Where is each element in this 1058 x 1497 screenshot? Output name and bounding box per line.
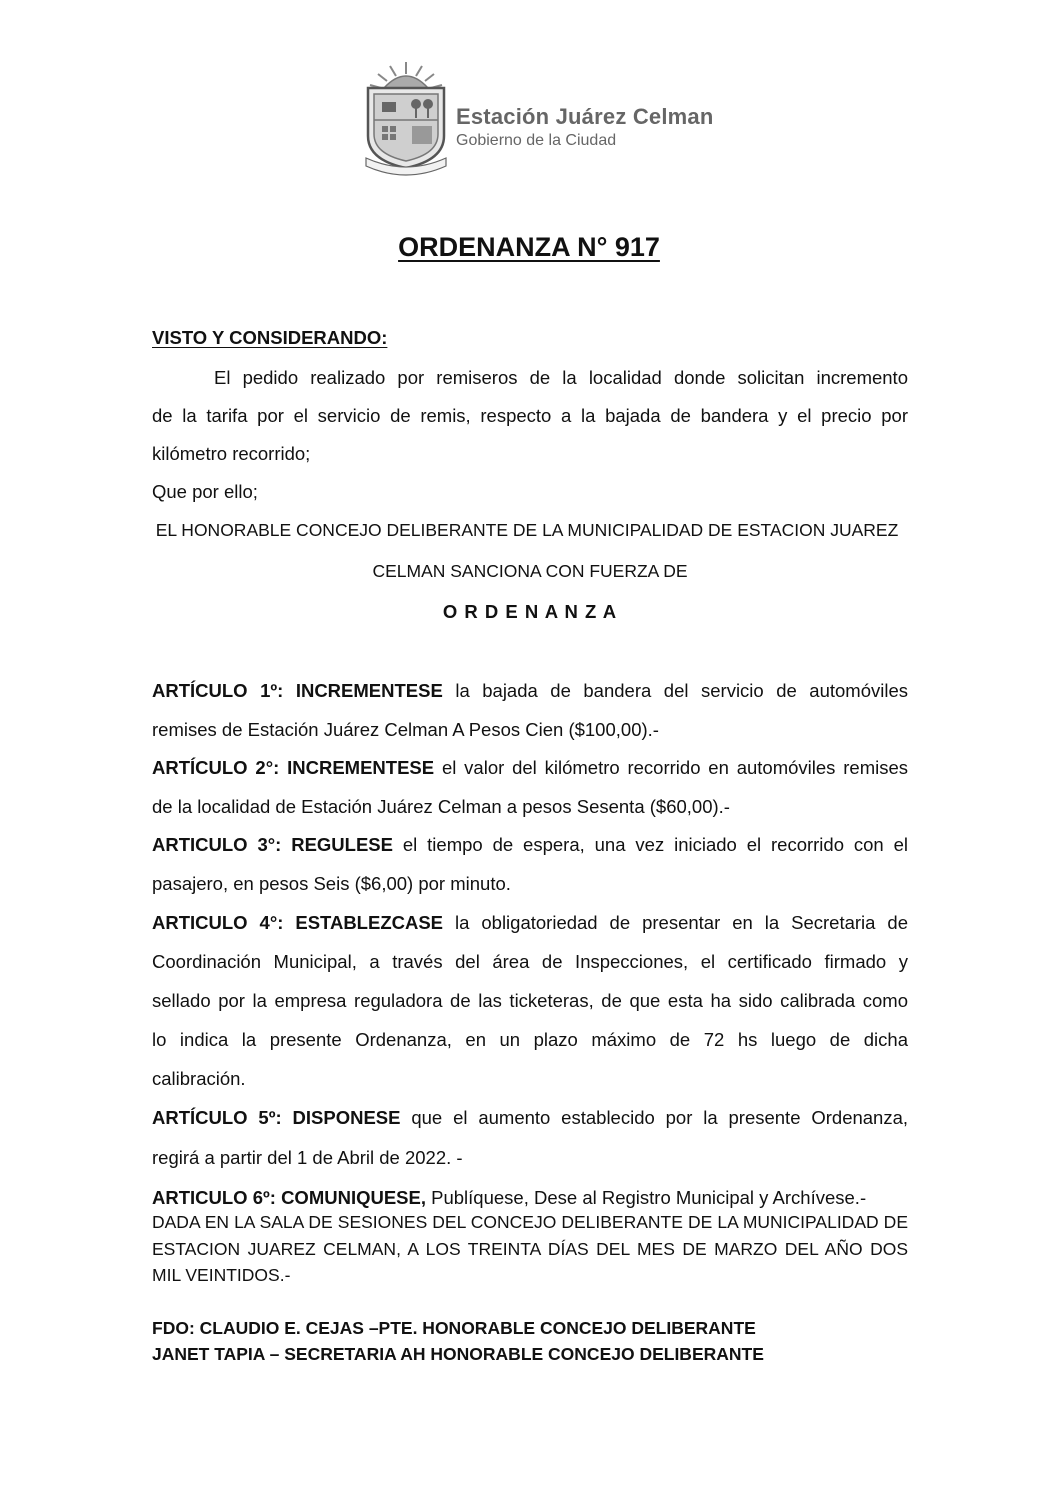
- article-1-line-2: remises de Estación Juárez Celman A Pesos Cien ($100,00).-: [152, 719, 659, 740]
- article-4-line-2: Coordinación Municipal, a través del área de Inspecciones, el certificado firmado y: [152, 951, 908, 972]
- article-6-label: ARTICULO 6º:: [152, 1187, 276, 1208]
- article-5-text: que el aumento establecido por la presente Ordenanza,: [411, 1107, 909, 1128]
- dada-line-1: DADA EN LA SALA DE SESIONES DEL CONCEJO DELIBERANTE DE LA MUNICIPALIDAD DE: [152, 1212, 908, 1232]
- article-4-verb: ESTABLEZCASE: [295, 912, 444, 933]
- brand-block: [456, 104, 714, 151]
- article-3-text: el tiempo de espera, una vez iniciado el recorrido con el: [402, 834, 908, 855]
- article-3-line-2: pasajero, en pesos Seis ($6,00) por minuto.: [152, 873, 511, 894]
- article-3-line-1: [152, 834, 908, 856]
- article-4-text: la obligatoriedad de presentar en la Secretaria de: [455, 912, 908, 933]
- visto-line-2: de la tarifa por el servicio de remis, respecto a la bajada de bandera y el precio por: [152, 405, 908, 426]
- article-3-label: ARTICULO 3°:: [152, 834, 282, 855]
- article-6-line-1: [152, 1187, 908, 1209]
- dada-line-3: MIL VEINTIDOS.-: [152, 1265, 291, 1285]
- municipal-crest-icon: [360, 58, 452, 176]
- ordenanza-heading: O R D E N A N Z A: [442, 601, 618, 622]
- visto-heading: VISTO Y CONSIDERANDO:: [152, 327, 388, 348]
- brand-name: Estación Juárez Celman: [456, 104, 714, 129]
- article-1-label: ARTÍCULO 1º:: [152, 680, 284, 701]
- brand-subtitle: Gobierno de la Ciudad: [456, 132, 617, 149]
- signature-line-1: FDO: CLAUDIO E. CEJAS –PTE. HONORABLE CONCEJO DELIBERANTE: [152, 1318, 756, 1338]
- article-2-line-1: [152, 757, 908, 779]
- article-5-label: ARTÍCULO 5º:: [152, 1107, 282, 1128]
- dada-line-2: ESTACION JUAREZ CELMAN, A LOS TREINTA DÍAS DEL MES DE MARZO DEL AÑO DOS: [152, 1239, 908, 1259]
- article-3-verb: REGULESE: [291, 834, 393, 855]
- visto-line-1: El pedido realizado por remiseros de la localidad donde solicitan incremento: [214, 367, 908, 388]
- que-por-ello: Que por ello;: [152, 481, 258, 502]
- article-5-verb: DISPONESE: [292, 1107, 401, 1128]
- article-4-line-3: sellado por la empresa reguladora de las ticketeras, de que esta ha sido calibrada como: [152, 990, 908, 1011]
- signature-line-2: JANET TAPIA – SECRETARIA AH HONORABLE CONCEJO DELIBERANTE: [152, 1344, 764, 1364]
- article-4-label: ARTICULO 4°:: [152, 912, 284, 933]
- visto-line-3: kilómetro recorrido;: [152, 443, 311, 464]
- sanciona-line-2: CELMAN SANCIONA CON FUERZA DE: [372, 561, 688, 581]
- article-4-line-5: calibración.: [152, 1068, 246, 1089]
- article-2-verb: INCREMENTESE: [287, 757, 435, 778]
- article-1-text: la bajada de bandera del servicio de automóviles: [455, 680, 909, 701]
- article-4-line-1: [152, 912, 908, 934]
- article-2-label: ARTÍCULO 2°:: [152, 757, 280, 778]
- article-5-line-2: regirá a partir del 1 de Abril de 2022. -: [152, 1147, 463, 1168]
- sanciona-line-1: EL HONORABLE CONCEJO DELIBERANTE DE LA MUNICIPALIDAD DE ESTACION JUAREZ: [155, 520, 899, 540]
- document-title: ORDENANZA N° 917: [398, 232, 660, 262]
- article-4-line-4: lo indica la presente Ordenanza, en un plazo máximo de 72 hs luego de dicha: [152, 1029, 908, 1050]
- article-6-verb: COMUNIQUESE,: [281, 1187, 426, 1208]
- article-5-line-1: [152, 1107, 908, 1129]
- article-1-line-1: [152, 680, 908, 702]
- article-1-verb: INCREMENTESE: [295, 680, 443, 701]
- article-2-line-2: de la localidad de Estación Juárez Celman a pesos Sesenta ($60,00).-: [152, 796, 730, 817]
- article-6-text: Publíquese, Dese al Registro Municipal y Archívese.-: [431, 1187, 867, 1208]
- article-2-text: el valor del kilómetro recorrido en automóviles remises: [441, 757, 909, 778]
